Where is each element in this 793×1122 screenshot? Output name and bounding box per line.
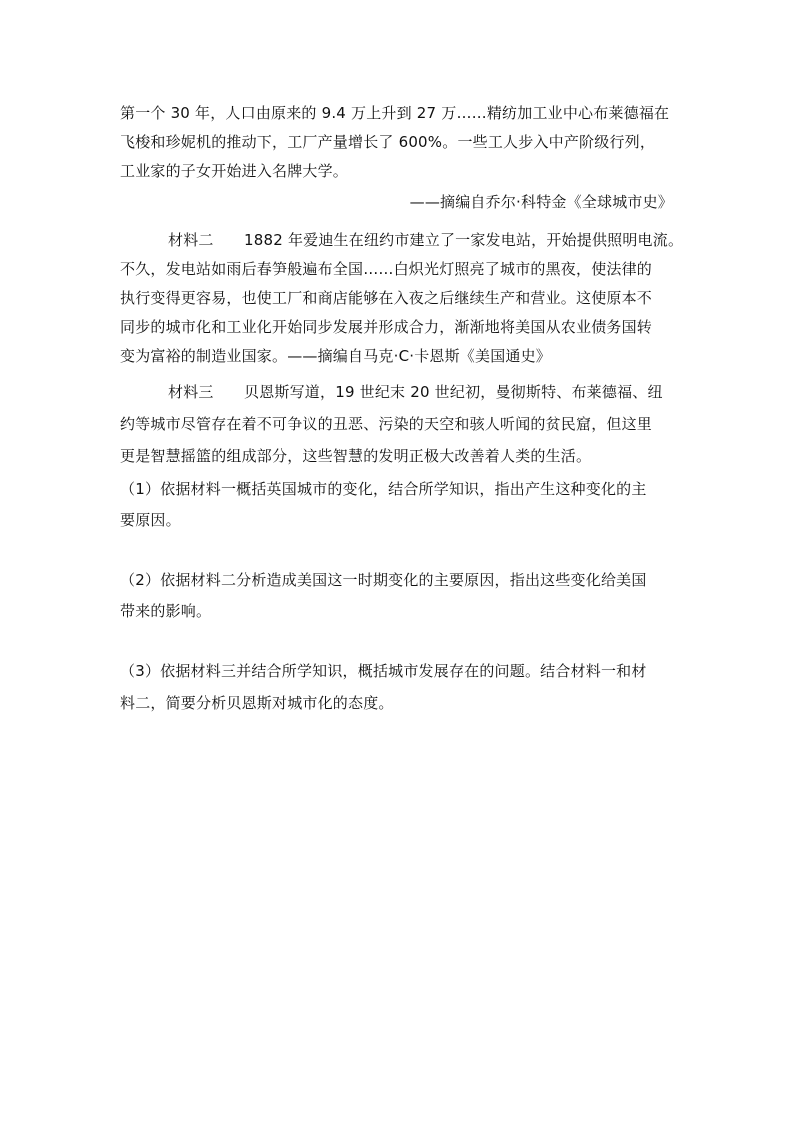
material1-line-3: 工业家的子女开始进入名牌大学。: [120, 162, 349, 180]
material3-line-1: 材料三 贝恩斯写道，19 世纪末 20 世纪初，曼彻斯特、布莱德福、纽: [168, 383, 663, 401]
material1-line-1: 第一个 30 年，人口由原来的 9.4 万上升到 27 万……精纺加工业中心布莱德福在: [120, 104, 670, 122]
material2-line-3: 执行变得更容易，也使工厂和商店能够在入夜之后继续生产和营业。这使原本不: [120, 289, 653, 307]
material2-line-4: 同步的城市化和工业化开始同步发展并形成合力，渐渐地将美国从农业债务国转: [120, 318, 653, 336]
question-2-line-1: （2）依据材料二分析造成美国这一时期变化的主要原因，指出这些变化给美国: [120, 571, 647, 589]
material1-source: ——摘编自乔尔·科特金《全球城市史》: [409, 193, 673, 211]
material2-line-1: 材料二 1882 年爱迪生在纽约市建立了一家发电站，开始提供照明电流。: [168, 231, 684, 249]
material3-line-3: 更是智慧摇篮的组成部分，这些智慧的发明正极大改善着人类的生活。: [120, 447, 592, 465]
material1-line-2: 飞梭和珍妮机的推动下，工厂产量增长了 600%。一些工人步入中产阶级行列，: [120, 133, 656, 151]
question-3-line-1: （3）依据材料三并结合所学知识，概括城市发展存在的问题。结合材料一和材: [120, 662, 647, 680]
material2-line-5: 变为富裕的制造业国家。——摘编自马克·C·卡恩斯《美国通史》: [120, 347, 552, 365]
question-1-line-1: （1）依据材料一概括英国城市的变化，结合所学知识，指出产生这种变化的主: [120, 480, 647, 498]
question-2-line-2: 带来的影响。: [120, 602, 212, 620]
question-1-line-2: 要原因。: [120, 511, 181, 529]
material3-line-2: 约等城市尽管存在着不可争议的丑恶、污染的天空和骇人听闻的贫民窟，但这里: [120, 415, 653, 433]
material2-line-2: 不久，发电站如雨后春笋般遍布全国……白炽光灯照亮了城市的黑夜，使法律的: [120, 260, 653, 278]
question-3-line-2: 料二，简要分析贝恩斯对城市化的态度。: [120, 694, 394, 712]
